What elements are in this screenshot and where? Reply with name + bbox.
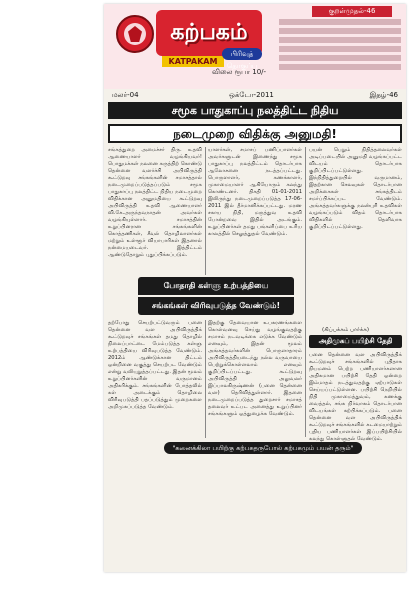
article-column-1: சங்கத்துறை அமைச்சர் திரு. உதவி ஆணையாளர் வழங்கியவர்! பொதுமக்கள் நலனை கருத்திற் கொண்டு தென்னை வளர்ச்சி அபிவிருத்தி கூட்டுறவு சங்கங்களின் சமாசத்தால் நடைமுறைப்படுத்தப்படும் சமூக பாதுகாப்பு நலத்திட்ட நிதிய நடைமுறை விதிக்கான அனுமதியை கூட்டுறவு அபிவிருத்தி உதவி ஆணையாளர் வி.கே.அருந்தவநாதன் அவர்கள் வழங்கியுள்ளார். சமாசத்தின் உறுப்பினரான சங்கங்களின் கொத்தணிகள், சீவல் தொழிலாளர்கள் மற்றும் உள்ளூர் வியாபாரிகள் இதனால் நன்மையடைவர். இத்திட்டம் ஆண்டுதோறும் புதுப்பிக்கப்படும். [108, 147, 202, 258]
article-column-6: பனை தென்னை வள அபிவிருத்திக் கூட்டுறவுச் சங்கங்களில் புதிதாக நியமனம் பெற்ற பணியாளர்களான அதிகமான பயிற்சி தேதி ஒன்றை இம்மாதம் நடத்துவதற்கு ஏற்பாடுகள் செய்யப்பட்டுள்ளன. பயிற்சி நெறியில் நிதி முகாமைத்துவம், கணக்கு வைத்தல், சங்க நிர்வாகம் தொடர்பான விடயங்கள் கற்பிக்கப்படும். பனை தென்னை வள அபிவிருத்திக் கூட்டுறவுச் சங்கங்களில் கடமையாற்றும் புதிய பணியாளர்கள் இப்பயிற்சியில் கலந்து கொள்ளுதல் வேண்டும். [309, 352, 402, 442]
masthead-tag: பிரிவுத் தொகுப்பு [222, 48, 262, 60]
boxed-headline-line-1: போதாதி கள்ளு உற்பத்தியை [138, 277, 294, 295]
headline-main-2: நடைமுறை விதிக்கு அனுமதி! [108, 124, 402, 143]
issue-bar [104, 90, 406, 100]
boxed-headline [138, 277, 294, 315]
issue-date: ஒக்டோ-2011 [229, 91, 274, 99]
masthead [104, 4, 406, 89]
newsletter-page [104, 4, 406, 572]
society-seal-icon [116, 15, 154, 53]
price-label: விலை ரூபா 10/- [212, 68, 267, 76]
masthead-side-text [279, 19, 401, 73]
column-divider [305, 147, 306, 437]
headline-main-1: சமூக பாதுகாப்பு நலத்திட்ட நிதிய [108, 102, 402, 119]
masthead-title: கற்பகம் [156, 10, 262, 56]
masthead-title-latin: KATPAKAM [162, 56, 224, 67]
issue-number: இதழ்-46 [369, 91, 398, 99]
issue-reference-badge: குறள்முதல்-46 [312, 6, 392, 17]
footer-slogan: "கனைக்கிலா பயிற்கு கற்பகதருபோல் கற்பகமும் பயன் தரும்" [164, 442, 362, 454]
article-column-5: இதற்கு தேவையான உபகரணங்களை கொள்வனவு செய்து வழங்குவதற்கு சமாசம் நடவடிக்கை எடுக்க வேண்டும் எனவும், இதன் மூலம் அங்கத்தவர்களின் பொருளாதாரம் அபிவிருத்தியடைந்து நல்ல வருவாயை பெற்றுக்கொள்ளலாம் எனவும் குறிப்பிடப்பட்டது. கூட்டுறவு அபிவிருத்தி அலுவலர் இப்பாலகிருஷ்ணன் (பனை தென்னை வள) தெரிவித்துள்ளார். இதனை நடைமுறைப்படுத்த துறைசார் சமாசத் தலைவர் உட்பட அனைத்து உறுப்பினர் சங்கங்களும் ஒத்துழைக்க வேண்டும். [208, 320, 302, 417]
article-column-3: பயன் பெறும் நிதித்தலைவர்கள் அடிப்படையில் அனுமதி வழங்கப்பட்ட விடயம் தொடர்பாக குறிப்பிடப்பட்டுள்ளது. இந்நிதித்துறையில் வருமானம், இதற்கான செலவுகள் தொடர்பான அறிக்கைகள் சங்கத்திடம் சமர்ப்பிக்கப்பட வேண்டும். அங்கத்தவர்களுக்கு நலன்புரி உதவிகள் வழங்கப்படும் விதம் தொடர்பாக விதிகளில் தெளிவாக குறிப்பிடப்பட்டுள்ளது. [309, 147, 402, 230]
side-headline: அதிமுகப் பயிற்சி தேதி [309, 335, 402, 348]
boxed-headline-line-2: சங்கங்கள் விரிவுபடுத்த வேண்டும்! [138, 297, 294, 315]
continued-note: (கிப்பக்கம் பார்க்க) [322, 327, 370, 333]
volume-number: மலர்-04 [112, 91, 139, 99]
column-divider [205, 320, 206, 438]
article-column-2: யாளர்கள், சமாசப் பணிப்பாளர்கள் அவர்களுடன் இணைந்து சமூக பாதுகாப்பு நலத்திட்டம் தொடர்பாக ஆலோசனை நடத்தப்பட்டது. பொருளாளர், கணக்காளர், முகாமையாளர் ஆகியோரும் கலந்து கொண்டனர். திகதி 01-01-2011 இலிருந்து நடைமுறைப்படுத்த 17-06-2011 இல் தீர்மானிக்கப்பட்டது. மரண சகாய நிதி, மருத்துவ உதவி போன்றவை இதில் அடங்கும். உறுப்பினர்கள் தமது பங்களிப்பை உரிய காலத்தில் செலுத்துதல் வேண்டும். [208, 147, 302, 237]
article-column-4: தற்போது செயற்பட்டுவரும் பனை தென்னை வள அபிவிருத்திக் கூட்டுறவுச் சங்கங்கள் தமது தொழில் நிலைப்பாட்டை மேம்படுத்த கள்ளு உற்பத்தியை விரிவுபடுத்த வேண்டும். 2012ம் ஆண்டுக்கான திட்டம் ஒன்றினை வகுத்து செயற்பட வேண்டும் என்று வலியுறுத்தப்பட்டது. இதன் மூலம் உறுப்பினர்களின் வருமானம் அதிகரிக்கும். சங்கங்களின் போத்தலில் கள் அடைக்கும் தொழிலை விரிவுபடுத்தி பதப்படுத்தும் முறைகளை அறிமுகப்படுத்த வேண்டும். [108, 320, 202, 410]
column-divider [205, 147, 206, 275]
